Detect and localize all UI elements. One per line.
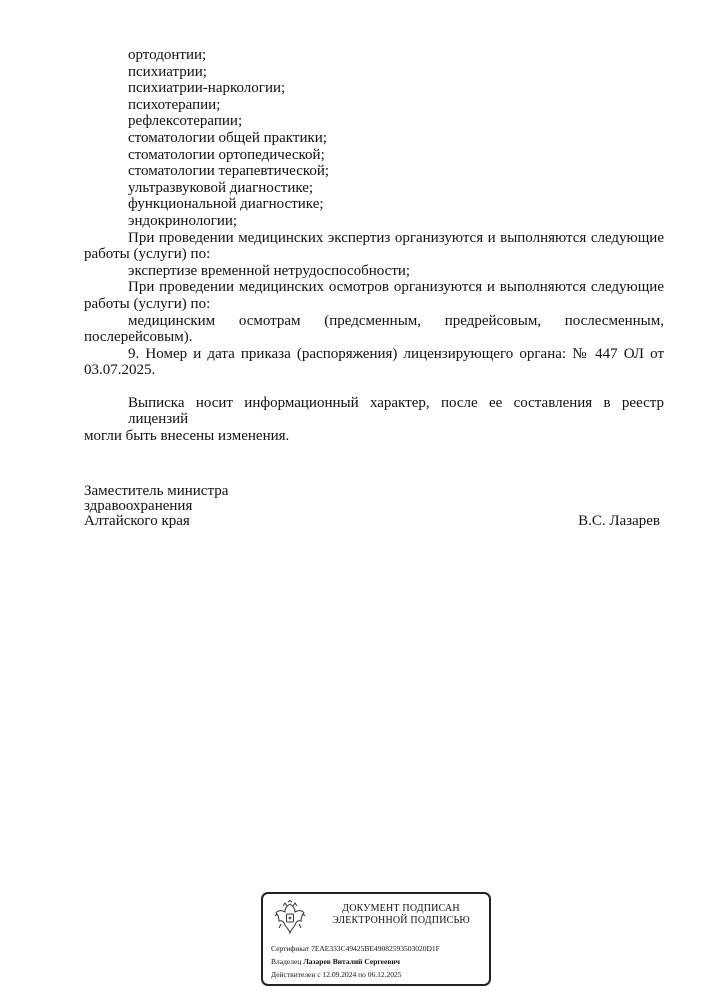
list-item: стоматологии ортопедической; xyxy=(128,146,325,163)
coat-of-arms-icon xyxy=(273,900,307,936)
expertise-intro-line2: работы (услуги) по: xyxy=(84,246,211,263)
note-line2: могли быть внесены изменения. xyxy=(84,428,290,445)
signer-name: В.С. Лазарев xyxy=(578,513,660,529)
list-item: функциональной диагностике; xyxy=(128,196,324,213)
list-item: эндокринологии; xyxy=(128,212,238,229)
stamp-certificate xyxy=(271,944,440,953)
stamp-owner xyxy=(271,957,400,966)
expertise-item: экспертизе временной нетрудоспособности; xyxy=(128,262,411,279)
list-item: стоматологии общей практики; xyxy=(128,129,327,146)
order-line2: 03.07.2025. xyxy=(84,362,156,379)
owner-label: Владелец xyxy=(271,957,302,966)
exam-item-line1: медицинским осмотрам (предсменным, предрейсовым, послесменным, xyxy=(128,312,664,329)
electronic-signature-stamp xyxy=(261,892,491,986)
list-item: психиатрии; xyxy=(128,63,207,80)
list-item: психотерапии; xyxy=(128,96,221,113)
stamp-title xyxy=(321,903,481,927)
stamp-validity: Действителен с 12.09.2024 по 06.12.2025 xyxy=(271,970,402,979)
signature-block xyxy=(84,484,660,529)
note-line1: Выписка носит информационный характер, после ее составления в реестр лицензий xyxy=(128,394,664,428)
owner-value: Лазарев Виталий Сергеевич xyxy=(303,957,400,966)
list-item: ультразвуковой диагностике; xyxy=(128,179,314,196)
exam-intro-line2: работы (услуги) по: xyxy=(84,295,211,312)
signer-position-line2: здравоохранения xyxy=(84,498,193,514)
signer-position-line1: Заместитель министра xyxy=(84,483,229,499)
exam-intro-line1: При проведении медицинских осмотров организуются и выполняются следующие xyxy=(128,279,664,296)
stamp-title-line2: ЭЛЕКТРОННОЙ ПОДПИСЬЮ xyxy=(332,915,470,926)
list-item: психиатрии-наркологии; xyxy=(128,80,286,97)
document-body xyxy=(84,47,664,445)
expertise-intro-line1: При проведении медицинских экспертиз организуются и выполняются следующие xyxy=(128,229,664,246)
services-list xyxy=(84,47,664,230)
list-item: рефлексотерапии; xyxy=(128,113,243,130)
certificate-value: 7EAE333C49425BE49082593503020D1F xyxy=(311,944,440,953)
signer-position-line3: Алтайского края xyxy=(84,513,190,529)
stamp-title-line1: ДОКУМЕНТ ПОДПИСАН xyxy=(342,903,460,914)
list-item: ортодонтии; xyxy=(128,47,207,63)
exam-item-line2: послерейсовым). xyxy=(84,329,193,346)
list-item: стоматологии терапевтической; xyxy=(128,163,330,180)
certificate-label: Сертификат xyxy=(271,944,310,953)
order-line1: 9. Номер и дата приказа (распоряжения) лицензирующего органа: № 447 ОЛ от xyxy=(128,345,664,362)
